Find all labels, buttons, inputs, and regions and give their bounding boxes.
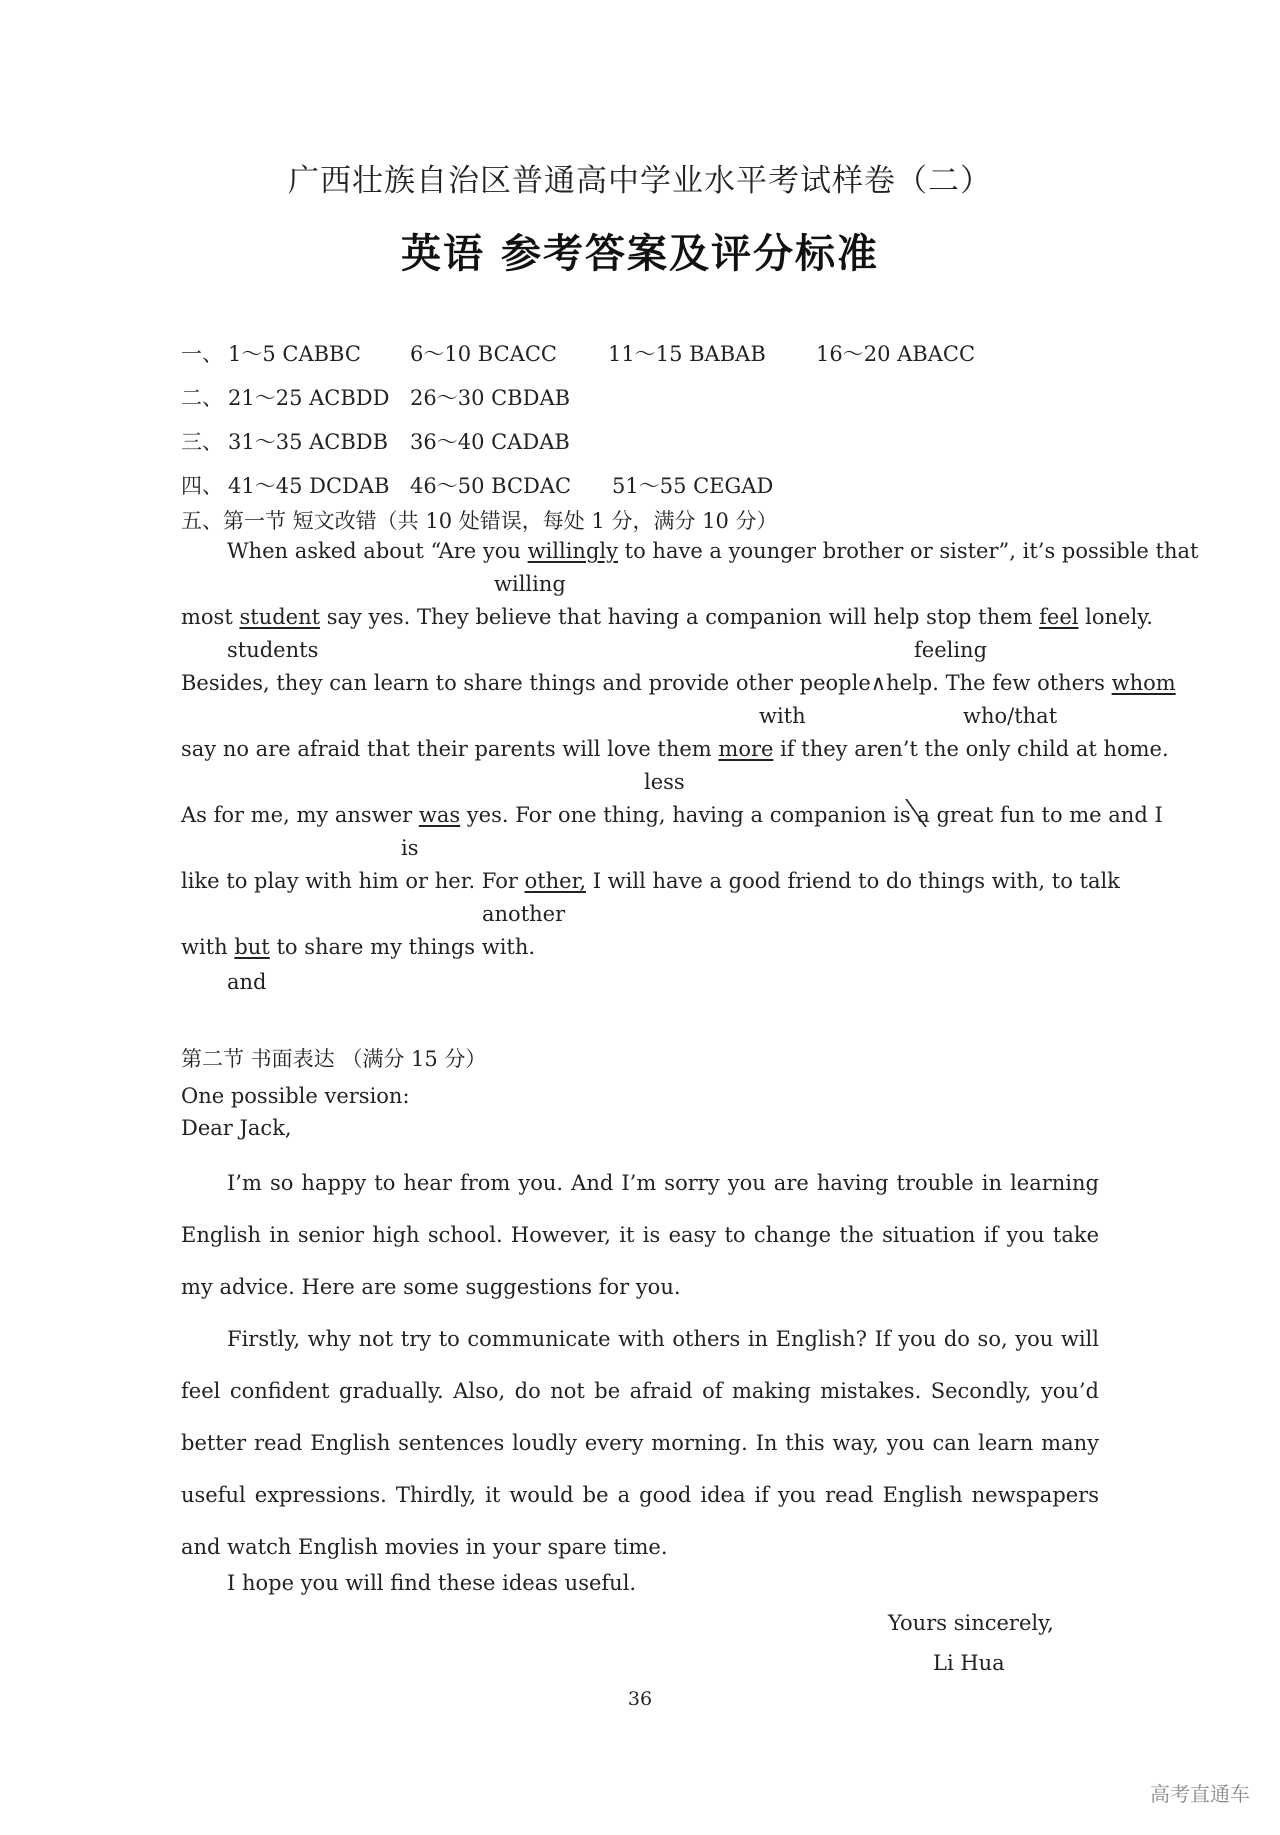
passage-line-5: As for me, my answer was yes. For one thing, having a companion is a great fun to me and I (181, 803, 1163, 827)
error-word: more (718, 737, 774, 761)
correction: feeling (914, 638, 988, 662)
correction: is (401, 836, 419, 860)
correction: willing (494, 572, 566, 596)
answer-row-label: 一、 (181, 342, 223, 366)
correction: who/that (963, 704, 1058, 728)
letter-paragraph-2: Firstly, why not try to communicate with others in English? If you do so, you will feel confident gradually. Also, do not be afraid of making mistakes. Secondly, you’d better read English sentences loudly every morning. In this way, you can learn many useful expressions. Thirdly, it would be a good idea if you read English newspapers and watch English movies in your spare time. (181, 1327, 1099, 1559)
answer-group: 11～15 BABAB (608, 342, 766, 366)
passage-line-2: most student say yes. They believe that having a companion will help stop them feel lonely. (181, 605, 1153, 629)
error-word: was (418, 803, 461, 827)
answer-group: 46～50 BCDAC (410, 474, 572, 498)
answer-group: 41～45 DCDAB (228, 474, 390, 498)
answer-group: 51～55 CEGAD (612, 474, 774, 498)
answer-row-label: 三、 (181, 430, 223, 454)
error-word: whom (1111, 671, 1176, 695)
answer-group: 21～25 ACBDD (228, 386, 390, 410)
answer-group: 6～10 BCACC (410, 342, 557, 366)
exam-title: 广西壮族自治区普通高中学业水平考试样卷（二） (288, 163, 992, 199)
section-heading-writing: 第二节 书面表达 （满分 15 分） (181, 1047, 487, 1071)
correction: students (227, 638, 319, 662)
letter-signature: Li Hua (933, 1651, 1005, 1675)
section-heading-proofreading: 五、第一节 短文改错（共 10 处错误，每处 1 分，满分 10 分） (181, 509, 778, 533)
answer-group: 36～40 CADAB (410, 430, 570, 454)
answer-group: 31～35 ACBDB (228, 430, 389, 454)
correction: with (759, 704, 806, 728)
answer-key-title: 英语 参考答案及评分标准 (401, 231, 879, 277)
letter-paragraph-3: I hope you will find these ideas useful. (227, 1571, 637, 1595)
answer-row-label: 二、 (181, 386, 223, 410)
passage-line-7: with but to share my things with. (181, 935, 536, 959)
page-number: 36 (627, 1688, 653, 1710)
passage-line-1: When asked about “Are you willingly to have a younger brother or sister”, it’s possible that (227, 539, 1199, 563)
answer-group: 26～30 CBDAB (410, 386, 571, 410)
letter-paragraph-1: I’m so happy to hear from you. And I’m sorry you are having trouble in learning English in senior high school. However, it is easy to change the situation if you take my advice. Here are some suggestions for you. (181, 1171, 1099, 1299)
error-word: willingly (527, 539, 618, 563)
passage-line-3: Besides, they can learn to share things and provide other people∧help. The few others whom (181, 671, 1176, 695)
correction: another (482, 902, 566, 926)
correction: and (227, 970, 267, 994)
correction: less (644, 770, 685, 794)
error-word: feel (1039, 605, 1079, 629)
letter-greeting: Dear Jack, (181, 1116, 292, 1140)
answer-group: 16～20 ABACC (816, 342, 976, 366)
insert-caret: ∧ (870, 671, 887, 695)
answer-group: 1～5 CABBC (228, 342, 361, 366)
watermark: 高考直通车 (1150, 1782, 1250, 1806)
deleted-word: a (917, 803, 930, 827)
error-word: other, (524, 869, 587, 893)
error-word: but (234, 935, 270, 959)
passage-line-4: say no are afraid that their parents will love them more if they aren’t the only child at home. (181, 737, 1169, 761)
error-word: student (239, 605, 321, 629)
answer-row-label: 四、 (181, 474, 223, 498)
passage-line-6: like to play with him or her. For other, I will have a good friend to do things with, to talk (181, 869, 1120, 893)
letter-closing: Yours sincerely, (888, 1611, 1054, 1635)
sample-intro: One possible version: (181, 1084, 410, 1108)
